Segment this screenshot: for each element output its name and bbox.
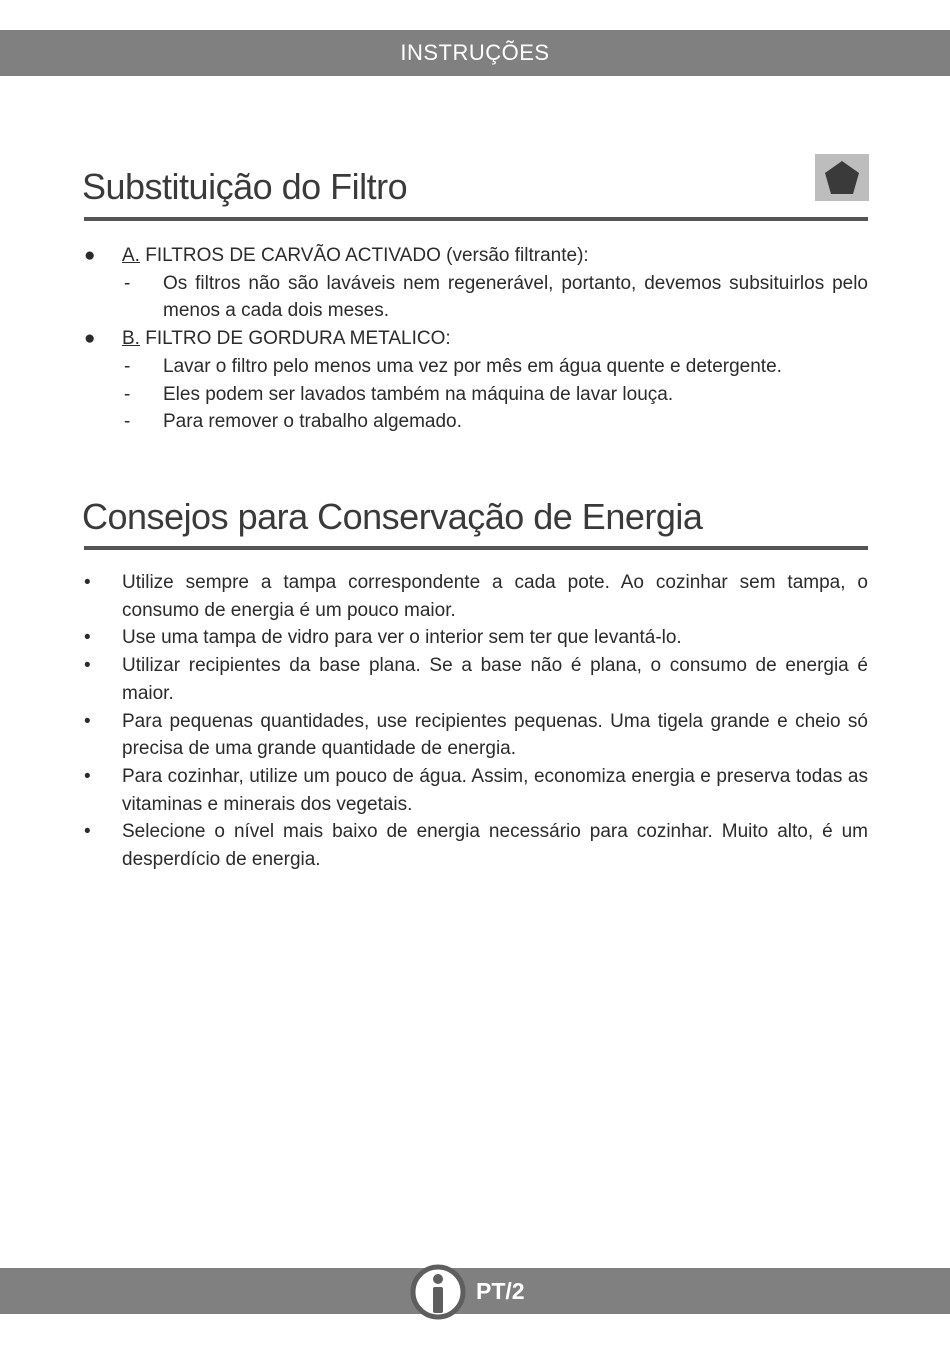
list-item: • Use uma tampa de vidro para ver o interior sem ter que levantá-lo. <box>84 627 682 649</box>
list-item: • Para cozinhar, utilize um pouco de água. Assim, economiza energia e preserva todas as vitaminas e minerais dos vegetais. <box>84 765 868 815</box>
list-item: • Selecione o nível mais baixo de energia necessário para cozinhar. Muito alto, é um desperdício de energia. <box>84 821 868 871</box>
sub-item-text: Para remover o trabalho algemado. <box>163 411 462 433</box>
item-label: B. <box>122 328 140 350</box>
item-text: Use uma tampa de vidro para ver o interior sem ter que levantá-lo. <box>122 627 682 649</box>
item-text: FILTROS DE CARVÃO ACTIVADO (versão filtrante): <box>139 245 589 266</box>
header-bar <box>0 30 950 76</box>
header-title: INSTRUÇÕES <box>400 40 550 65</box>
filter-list <box>82 242 868 436</box>
item-text: Para cozinhar, utilize um pouco de água. Assim, economiza energia e preserva todas as vitaminas e minerais dos vegetais. <box>122 765 868 815</box>
item-text: Selecione o nível mais baixo de energia necessário para cozinhar. Muito alto, é um desperdício de energia. <box>122 821 868 871</box>
item-text: Utilizar recipientes da base plana. Se a base não é plana, o consumo de energia é maior. <box>122 655 868 704</box>
item-text: Utilize sempre a tampa correspondente a cada pote. Ao cozinhar sem tampa, o consumo de energia é um pouco maior. <box>122 572 868 621</box>
sub-item-text: Os filtros não são laváveis nem regenerável, portanto, devemos subsituirlos pelo menos a cada dois meses. <box>163 272 868 322</box>
sub-item: - Lavar o filtro pelo menos uma vez por mês em água quente e detergente. <box>124 355 782 377</box>
section-rule <box>84 546 868 550</box>
sub-item: - Os filtros não são laváveis nem regenerável, portanto, devemos subsituirlos pelo menos a cada dois meses. <box>124 272 868 322</box>
footer-bar <box>0 1268 950 1314</box>
page-number: PT/2 <box>476 1278 525 1304</box>
item-label: A. <box>122 245 140 266</box>
item-text: FILTRO DE GORDURA METALICO: <box>139 328 451 350</box>
sub-item-text: Lavar o filtro pelo menos uma vez por mês em água quente e detergente. <box>163 355 782 377</box>
section-title-filter: Substituição do Filtro <box>82 166 408 207</box>
list-item: • Para pequenas quantidades, use recipientes pequenas. Uma tigela grande e cheio só precisa de uma grande quantidade de energia. <box>84 710 868 760</box>
list-item: • Utilizar recipientes da base plana. Se a base não é plana, o consumo de energia é maior. <box>84 655 868 704</box>
section-rule <box>84 217 868 221</box>
list-item: ● A. FILTROS DE CARVÃO ACTIVADO (versão filtrante): <box>84 245 589 266</box>
sub-item: - Para remover o trabalho algemado. <box>124 411 462 433</box>
sub-item: - Eles podem ser lavados também na máquina de lavar louça. <box>124 383 674 405</box>
list-item: ● B. FILTRO DE GORDURA METALICO: <box>84 328 451 350</box>
pentagon-icon <box>815 154 869 201</box>
info-icon <box>410 1264 466 1320</box>
item-text: Para pequenas quantidades, use recipientes pequenas. Uma tigela grande e cheio só precisa de uma grande quantidade de energia. <box>122 710 868 760</box>
list-item: • Utilize sempre a tampa correspondente a cada pote. Ao cozinhar sem tampa, o consumo de energia é um pouco maior. <box>84 572 868 621</box>
energy-list <box>82 569 868 874</box>
section-title-energy: Consejos para Conservação de Energia <box>82 496 703 537</box>
sub-item-text: Eles podem ser lavados também na máquina de lavar louça. <box>163 383 674 405</box>
